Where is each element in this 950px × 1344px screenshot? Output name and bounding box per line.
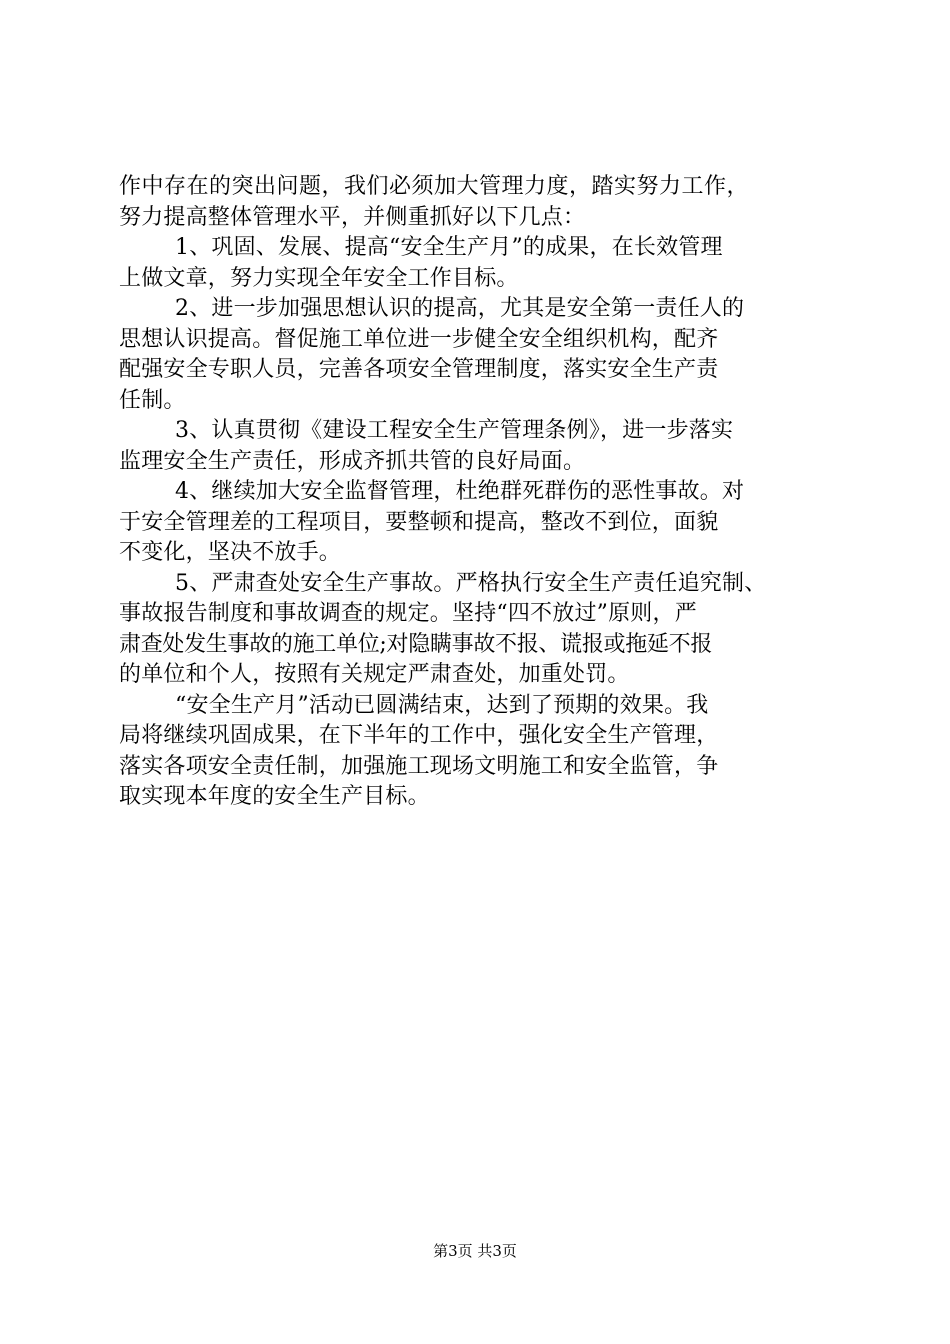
text-line: 配强安全专职人员，完善各项安全管理制度，落实安全生产责 (119, 357, 719, 382)
text-line: 3、认真贯彻《建设工程安全生产管理条例》，进一步落实 (175, 418, 734, 443)
text-line: 不变化，坚决不放手。 (119, 540, 342, 565)
text-line: 4、继续加大安全监督管理，杜绝群死群伤的恶性事故。对 (175, 479, 745, 504)
text-line: 落实各项安全责任制，加强施工现场文明施工和安全监管，争 (119, 753, 719, 779)
text-line: 于安全管理差的工程项目，要整顿和提高，整改不到位，面貌 (119, 509, 719, 535)
text-line: 局将继续巩固成果，在下半年的工作中，强化安全生产管理， (119, 723, 719, 748)
text-line: 取实现本年度的安全生产目标。 (119, 784, 430, 809)
text-line: 努力提高整体管理水平，并侧重抓好以下几点： (119, 204, 586, 230)
text-line: 事故报告制度和事故调查的规定。坚持“四不放过”原则，严 (119, 601, 697, 626)
document-body (119, 172, 835, 813)
text-line: 作中存在的突出问题，我们必须加大管理力度，踏实努力工作， (119, 174, 750, 199)
text-line: 监理安全生产责任，形成齐抓共管的良好局面。 (119, 448, 586, 474)
text-line: 思想认识提高。督促施工单位进一步健全安全组织机构，配齐 (119, 326, 719, 352)
text-line: 的单位和个人，按照有关规定严肃查处，加重处罚。 (119, 662, 630, 687)
text-line: 任制。 (119, 387, 186, 413)
text-line: “安全生产月”活动已圆满结束，达到了预期的效果。我 (175, 692, 709, 718)
text-line: 2、进一步加强思想认识的提高，尤其是安全第一责任人的 (175, 296, 745, 321)
text-line: 肃查处发生事故的施工单位;对隐瞒事故不报、谎报或拖延不报 (119, 631, 713, 657)
text-line: 5、严肃查处安全生产事故。严格执行安全生产责任追究制、 (175, 570, 767, 596)
page-number: 第3页 共3页 (433, 1242, 517, 1260)
text-line: 上做文章，努力实现全年安全工作目标。 (119, 265, 519, 291)
text-line: 1、巩固、发展、提高“安全生产月”的成果，在长效管理 (175, 235, 723, 260)
